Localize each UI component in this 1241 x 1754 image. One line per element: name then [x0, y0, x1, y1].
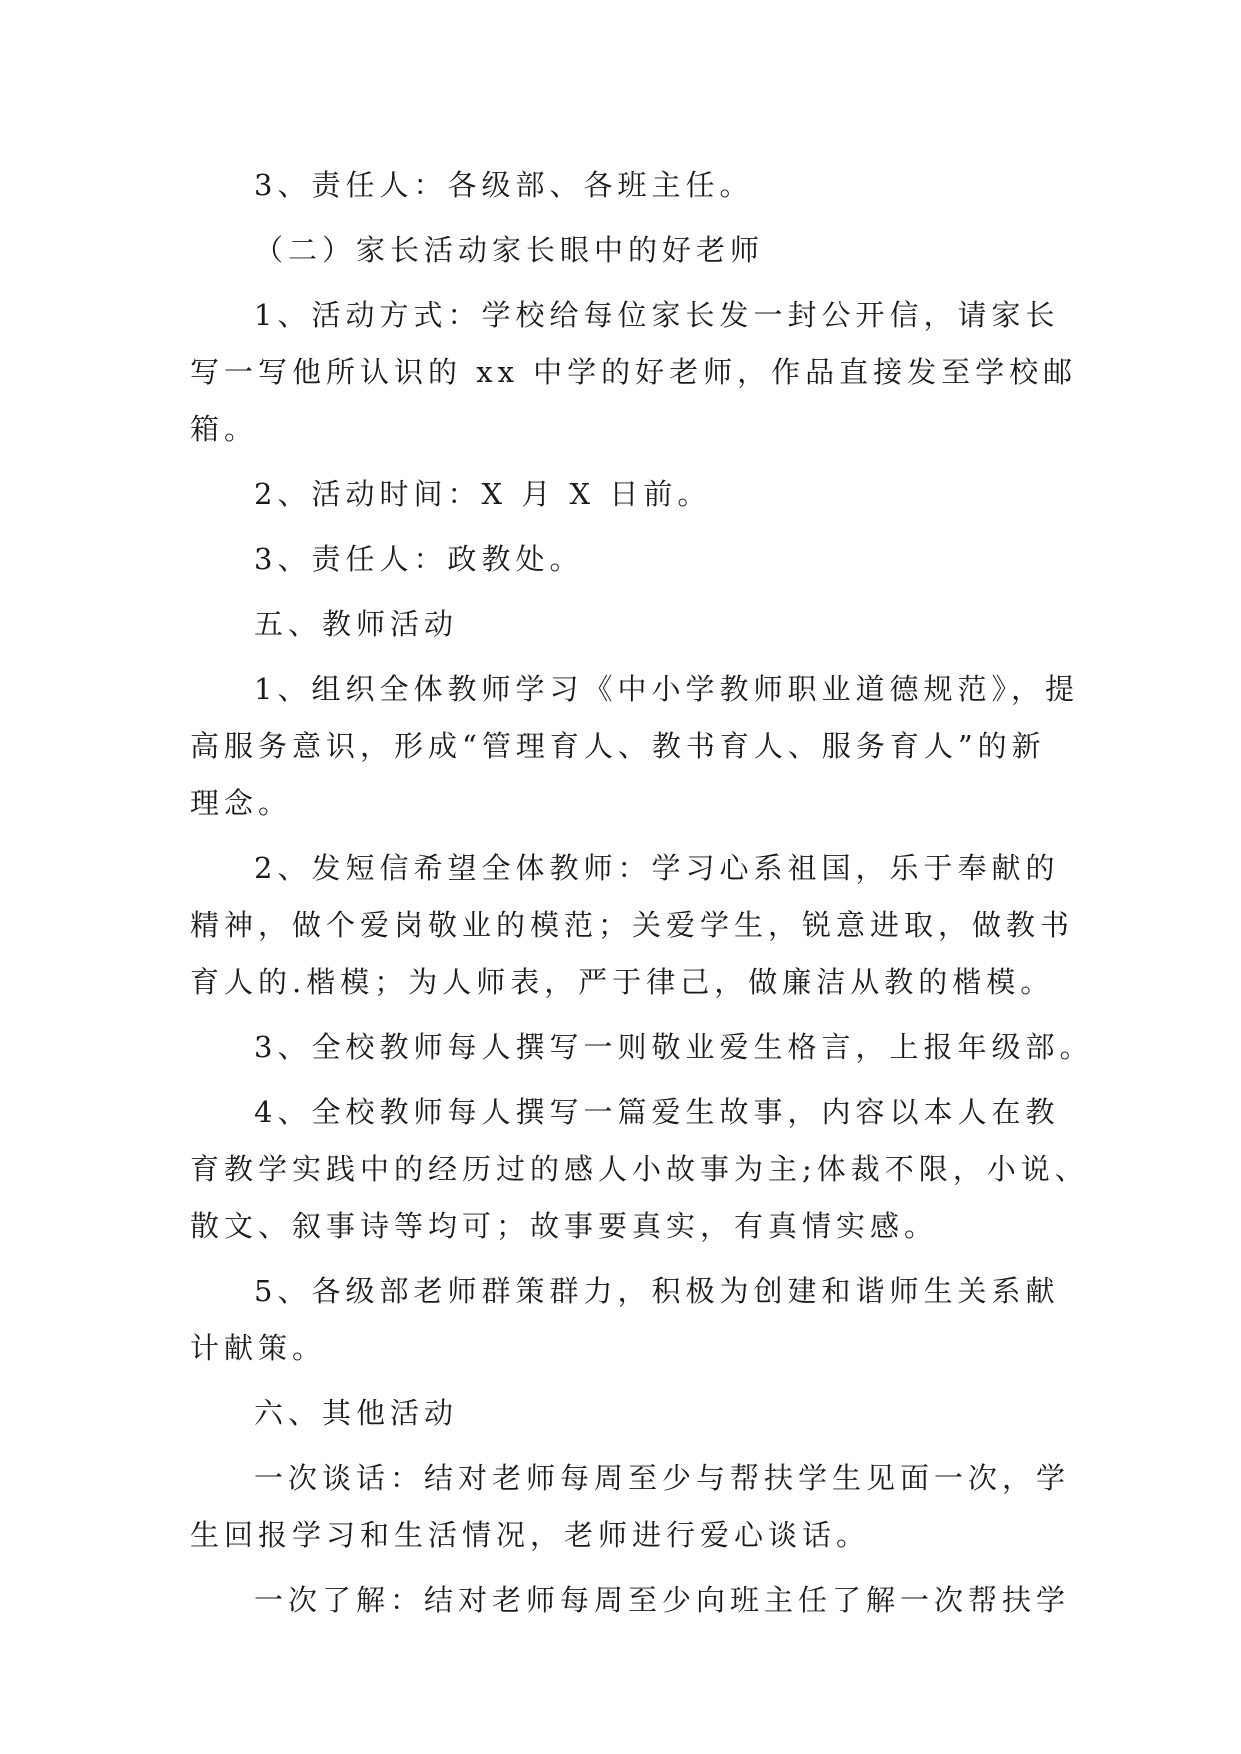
paragraph-teacher-item-3 [190, 1019, 1094, 1076]
text-line: 散文、叙事诗等均可；故事要真实，有真情实感。 [190, 1209, 939, 1243]
section-heading-teacher-activity [190, 596, 1060, 653]
text-line: 2、活动时间：X 月 X 日前。 [254, 477, 712, 511]
text-line: 3、责任人：政教处。 [254, 542, 584, 576]
paragraph-activity-method [190, 287, 1078, 458]
text-line: 精神，做个爱岗敬业的模范；关爱学生，锐意进取，做教书 [190, 908, 1075, 942]
section-heading-other-activity [190, 1385, 1060, 1442]
document-body [190, 157, 1094, 1637]
text-line: 3、责任人：各级部、各班主任。 [254, 168, 754, 202]
text-line: 1、活动方式：学校给每位家长发一封公开信，请家长 [254, 298, 1060, 332]
text-line: 5、各级部老师群策群力，积极为创建和谐师生关系献 [254, 1274, 1060, 1308]
text-line: 计献策。 [190, 1331, 327, 1365]
text-line: 高服务意识，形成“管理育人、教书育人、服务育人”的新 [190, 729, 1046, 763]
text-line: 箱。 [190, 412, 259, 446]
paragraph-responsible-person-grades [190, 157, 1060, 214]
paragraph-one-understanding [190, 1572, 1071, 1629]
section-heading-parent-activity [190, 222, 1060, 279]
paragraph-teacher-item-2 [190, 840, 1075, 1011]
paragraph-one-talk [190, 1450, 1071, 1564]
paragraph-teacher-item-1 [190, 661, 1079, 832]
text-line: 一次了解：结对老师每周至少向班主任了解一次帮扶学 [254, 1583, 1071, 1617]
paragraph-activity-time [190, 466, 1060, 523]
text-line: 写一写他所认识的 xx 中学的好老师，作品直接发至学校邮 [190, 355, 1078, 389]
text-line: 生回报学习和生活情况，老师进行爱心谈话。 [190, 1518, 871, 1552]
text-line: 1、组织全体教师学习《中小学教师职业道德规范》，提 [254, 672, 1079, 706]
text-line: 五、教师活动 [254, 607, 459, 641]
text-line: 2、发短信希望全体教师：学习心系祖国，乐于奉献的 [254, 851, 1060, 885]
text-line: 一次谈话：结对老师每周至少与帮扶学生见面一次，学 [254, 1461, 1071, 1495]
paragraph-teacher-item-5 [190, 1263, 1060, 1377]
text-line: 理念。 [190, 786, 293, 820]
paragraph-teacher-item-4 [190, 1084, 1089, 1255]
paragraph-responsible-person-office [190, 531, 1060, 588]
text-line: 3、全校教师每人撰写一则敬业爱生格言，上报年级部。 [254, 1030, 1094, 1064]
text-line: 育人的.楷模；为人师表，严于律己，做廉洁从教的楷模。 [190, 965, 1055, 999]
text-line: 六、其他活动 [254, 1396, 459, 1430]
text-line: 4、全校教师每人撰写一篇爱生故事，内容以本人在教 [254, 1095, 1060, 1129]
text-line: （二）家长活动家长眼中的好老师 [254, 233, 765, 267]
text-line: 育教学实践中的经历过的感人小故事为主;体裁不限，小说、 [190, 1152, 1089, 1186]
